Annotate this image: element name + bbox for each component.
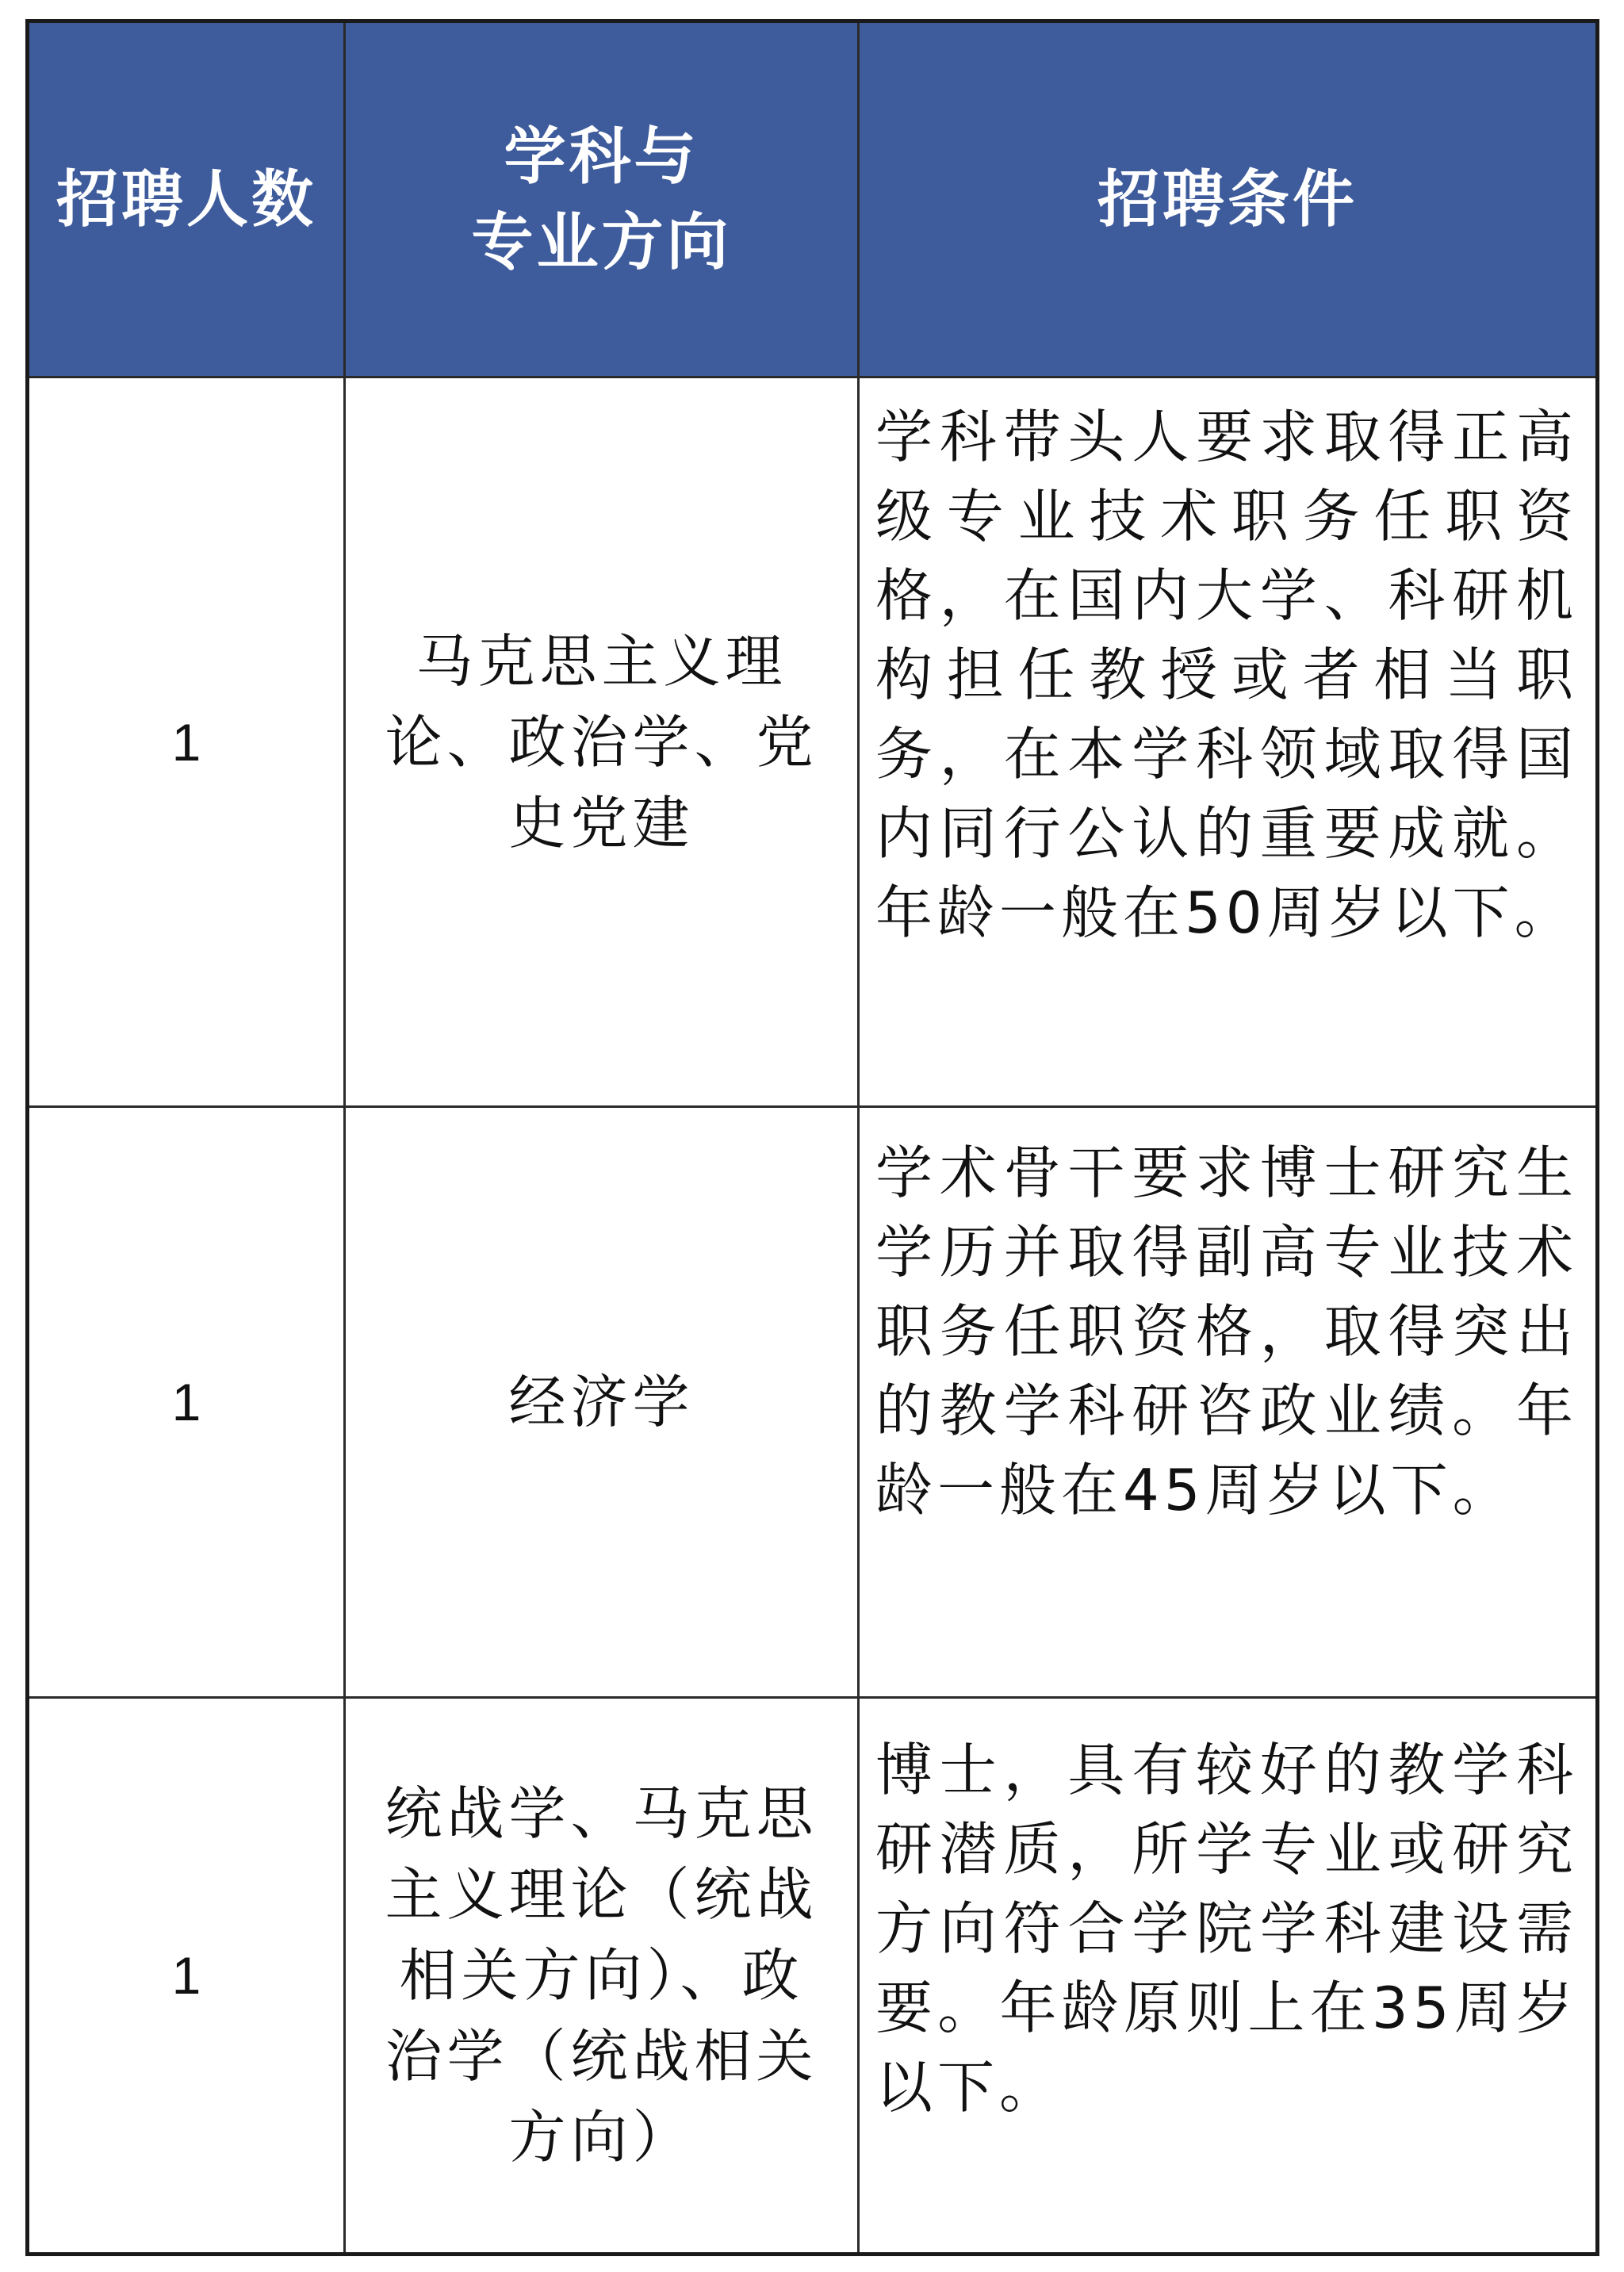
subject-cell: 马克思主义理论、政治学、党史党建 <box>345 377 859 1107</box>
table-header-row <box>28 21 1598 377</box>
table-row <box>28 377 1598 1107</box>
recruit-count-cell: 1 <box>28 1107 345 1698</box>
subject-cell: 统战学、马克思主义理论（统战相关方向）、政治学（统战相关方向） <box>345 1698 859 2255</box>
recruitment-table <box>25 19 1599 2256</box>
subject-cell: 经济学 <box>345 1107 859 1698</box>
header-recruit-conditions: 招聘条件 <box>859 21 1598 377</box>
recruit-count-cell: 1 <box>28 377 345 1107</box>
conditions-cell: 学术骨干要求博士研究生学历并取得副高专业技术职务任职资格，取得突出的教学科研咨政业绩。年龄一般在45周岁以下。 <box>859 1107 1598 1698</box>
conditions-cell: 学科带头人要求取得正高级专业技术职务任职资格，在国内大学、科研机构担任教授或者相当职务，在本学科领域取得国内同行公认的重要成就。年龄一般在50周岁以下。 <box>859 377 1598 1107</box>
recruit-count-cell: 1 <box>28 1698 345 2255</box>
table-row <box>28 1698 1598 2255</box>
header-subject-direction: 学科与 专业方向 <box>345 21 859 377</box>
header-recruit-count: 招聘人数 <box>28 21 345 377</box>
table-row <box>28 1107 1598 1698</box>
conditions-cell: 博士，具有较好的教学科研潜质，所学专业或研究方向符合学院学科建设需要。年龄原则上在35周岁以下。 <box>859 1698 1598 2255</box>
